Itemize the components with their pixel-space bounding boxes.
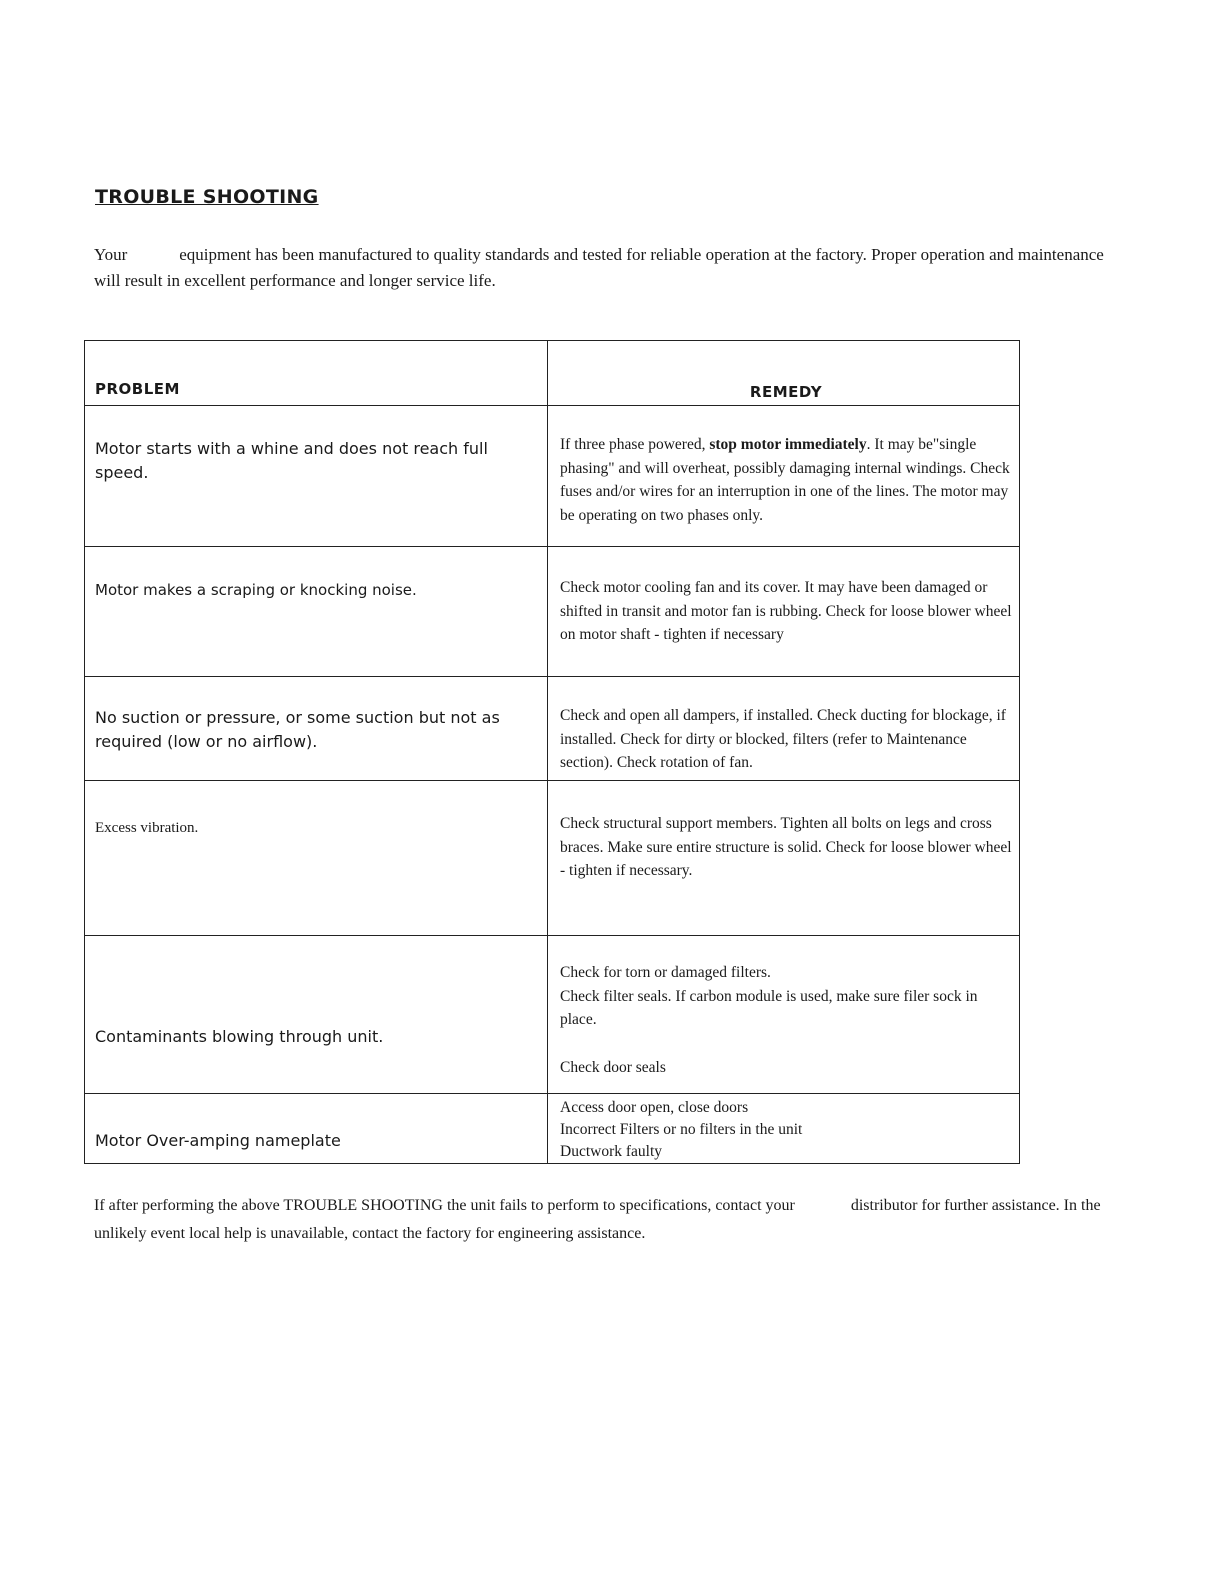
remedy-line: Incorrect Filters or no filters in the unit <box>560 1121 803 1138</box>
remedy-text: . It may be"single phasing" and will overheat, possibly damaging internal windings. Check fuses and/or wires for an interruption in one of the lines. The motor may be operating on two phases only. <box>560 436 1010 524</box>
closing-text-start: If after performing the above TROUBLE SHOOTING the unit fails to perform to specifications, contact your <box>94 1197 795 1214</box>
table-row <box>85 1093 1019 1163</box>
intro-text-rest: equipment has been manufactured to quality standards and tested for reliable operation at the factory. Proper operation and maintenance will result in excellent performance and longer service life. <box>94 245 1104 290</box>
table-header-row <box>85 341 1019 406</box>
remedy-line: Check filter seals. If carbon module is used, make sure filer sock in place. <box>560 987 978 1028</box>
remedy-line: Check for torn or damaged filters. <box>560 964 771 981</box>
problem-cell: Motor makes a scraping or knocking noise. <box>95 581 417 599</box>
troubleshooting-table <box>84 340 1020 1164</box>
page-title: TROUBLE SHOOTING <box>95 186 319 208</box>
remedy-line: Access door open, close doors <box>560 1099 749 1116</box>
intro-text-start: Your <box>94 245 128 264</box>
remedy-cell: Check motor cooling fan and its cover. It may have been damaged or shifted in transit and motor fan is rubbing. Check for loose blower wheel on motor shaft - tighten if necessary <box>560 579 1012 643</box>
remedy-column-header: REMEDY <box>749 383 823 401</box>
remedy-line: Check door seals <box>560 1058 666 1076</box>
closing-text-rest: distributor for further assistance. In the unlikely event local help is unavailable, contact the factory for engineering assistance. <box>94 1197 1101 1242</box>
problem-column-header: PROBLEM <box>95 380 180 398</box>
table-row <box>85 676 1019 781</box>
remedy-line: Ductwork faulty <box>560 1143 663 1160</box>
remedy-cell <box>560 433 1012 527</box>
remedy-text: If three phase powered, <box>560 436 710 453</box>
intro-paragraph <box>94 242 1104 294</box>
problem-cell: Excess vibration. <box>95 820 199 836</box>
remedy-emphasis: stop motor immediately <box>709 436 867 453</box>
remedy-cell <box>560 1097 1012 1163</box>
remedy-cell <box>560 961 1012 1079</box>
problem-cell: Motor Over-amping nameplate <box>95 1131 341 1150</box>
problem-cell: Motor starts with a whine and does not reach full speed. <box>95 439 488 482</box>
table-row <box>85 405 1019 547</box>
table-row <box>85 780 1019 936</box>
remedy-cell: Check and open all dampers, if installed. Check ducting for blockage, if installed. Check for dirty or blocked, filters (refer to Maintenance section). Check rotation of fan. <box>560 707 1006 771</box>
remedy-cell: Check structural support members. Tighten all bolts on legs and cross braces. Make sure entire structure is solid. Check for loose blower wheel - tighten if necessary. <box>560 815 1012 879</box>
closing-paragraph <box>94 1192 1144 1248</box>
problem-cell: No suction or pressure, or some suction but not as required (low or no airflow). <box>95 708 500 751</box>
problem-cell: Contaminants blowing through unit. <box>95 1027 384 1046</box>
table-row <box>85 935 1019 1094</box>
table-row <box>85 546 1019 677</box>
